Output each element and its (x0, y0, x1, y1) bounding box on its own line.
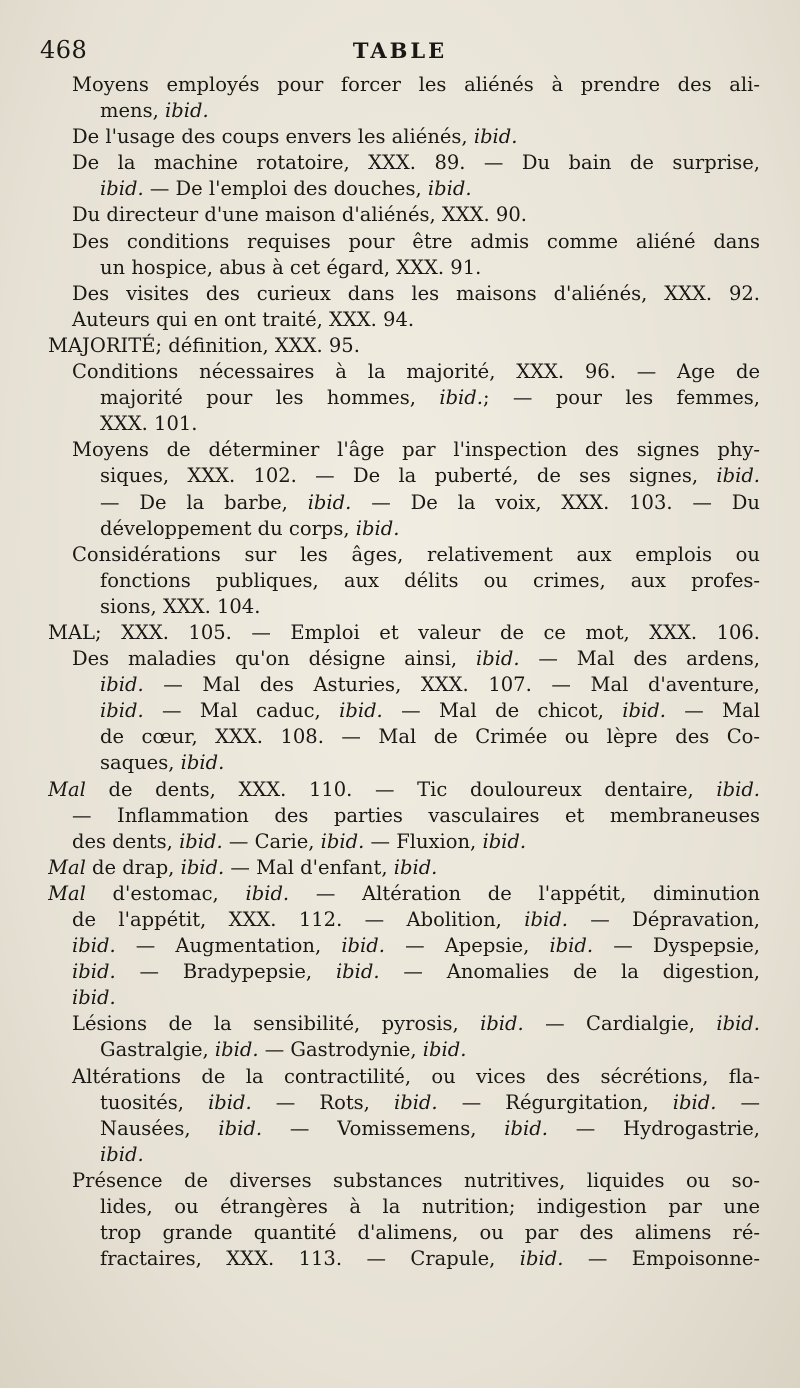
page-header (40, 36, 760, 68)
line-text: saques, (100, 751, 181, 775)
line-text: siques, XXX. 102. — De la puberté, de ses signes, (100, 464, 717, 488)
italic-text: ibid. (504, 1116, 548, 1140)
index-line (48, 1011, 760, 1037)
italic-text: Mal (48, 777, 86, 801)
line-text: — Régurgitation, (437, 1090, 673, 1114)
italic-text: ibid. (393, 855, 438, 879)
index-line (48, 1194, 760, 1220)
line-text: — Cardialgie, (523, 1012, 717, 1036)
index-line (48, 594, 760, 620)
line-text: des dents, (72, 829, 180, 853)
index-line (48, 542, 760, 568)
index-line (48, 646, 760, 672)
line-text: Des visites des curieux dans les maisons d'aliénés, XXX. 92. (72, 281, 760, 305)
index-line (48, 437, 760, 463)
line-text: Considérations sur les âges, relativement aux emplois ou (72, 542, 760, 566)
line-text: Conditions nécessaires à la majorité, XXX. 96. — Age de (72, 360, 760, 384)
line-text: — Inflammation des parties vasculaires et membraneuses (72, 803, 760, 827)
line-text: De la machine rotatoire, XXX. 89. — Du bain de surprise, (72, 151, 760, 175)
italic-text: ibid. (339, 699, 383, 723)
italic-text: Mal (48, 881, 86, 905)
italic-text: ibid. (519, 1247, 564, 1271)
line-text: — Mal de chicot, (382, 699, 623, 723)
line-text: — Mal des ardens, (519, 647, 760, 671)
line-text: d'estomac, (85, 881, 246, 905)
line-text: — Dépravation, (567, 908, 760, 931)
index-line (48, 855, 760, 881)
italic-text: ibid. (672, 1090, 717, 1114)
italic-text: ibid. (422, 1038, 467, 1062)
index-line (48, 255, 760, 281)
index-line (48, 1064, 760, 1090)
italic-text: ibid. (355, 516, 400, 540)
italic-text: ibid. (100, 1142, 144, 1166)
line-text: — Dyspepsie, (593, 934, 760, 958)
line-text: — Vomissemens, (262, 1116, 505, 1140)
italic-text: ibid. (473, 125, 518, 149)
line-text: un hospice, abus à cet égard, XXX. 91. (100, 255, 482, 279)
line-text: de dents, XXX. 110. — Tic douloureux dentaire, (85, 777, 717, 801)
italic-text: ibid. (393, 1090, 438, 1114)
line-text: Lésions de la sensibilité, pyrosis, (72, 1012, 481, 1036)
index-line (48, 672, 760, 698)
line-text: Moyens de déterminer l'âge par l'inspection des signes phy- (72, 438, 760, 462)
line-text: de drap, (85, 855, 181, 879)
italic-text: ibid. (716, 1012, 760, 1036)
index-line (48, 620, 760, 646)
index-line (48, 750, 760, 776)
index-line (48, 281, 760, 307)
italic-text: ibid. (100, 673, 144, 697)
index-line (48, 777, 760, 803)
italic-text: ibid. (622, 699, 666, 723)
index-line (48, 411, 760, 437)
line-text: tuosités, (100, 1090, 209, 1114)
index-line (48, 1246, 760, 1272)
line-text: — Mal des Asturies, XXX. 107. — Mal d'aventure, (143, 673, 760, 697)
index-line (48, 881, 760, 907)
line-text: De l'usage des coups envers les aliénés, (72, 125, 474, 149)
line-text: Nausées, (100, 1116, 219, 1140)
line-text: développement du corps, (100, 516, 356, 540)
line-text: — Empoisonne- (563, 1247, 760, 1271)
line-text: — De l'emploi des douches, (143, 177, 428, 201)
index-line (48, 985, 760, 1011)
index-line (48, 176, 760, 202)
line-text: — Augmentation, (115, 934, 342, 958)
italic-text: ibid. (208, 1090, 252, 1114)
page-number: 468 (40, 36, 88, 64)
italic-text: ibid. (180, 855, 225, 879)
italic-text: ibid. (716, 464, 760, 488)
index-line (48, 724, 760, 750)
line-text: — Bradypepsie, (115, 960, 336, 984)
index-line (48, 1037, 760, 1063)
index-line (48, 959, 760, 985)
running-title: TABLE (352, 38, 448, 63)
line-text: MAL; XXX. 105. — Emploi et valeur de ce mot, XXX. 106. (48, 620, 760, 644)
line-text: — Fluxion, (364, 829, 483, 853)
line-text: fractaires, XXX. 113. — Crapule, (100, 1247, 520, 1271)
line-text: de l'appétit, XXX. 112. — Abolition, (72, 908, 525, 931)
index-text-block (48, 72, 760, 1272)
index-line (48, 98, 760, 124)
line-text: — De la barbe, (100, 490, 308, 514)
index-line (48, 490, 760, 516)
italic-text: ibid. (549, 934, 594, 958)
line-text: XXX. 101. (100, 412, 198, 436)
line-text: — Hydrogastrie, (547, 1116, 760, 1140)
italic-text: ibid. (214, 1038, 259, 1062)
line-text: Du directeur d'une maison d'aliénés, XXX. 90. (72, 203, 527, 227)
index-line (48, 124, 760, 150)
italic-text: ibid. (307, 490, 352, 514)
italic-text: ibid. (716, 777, 760, 801)
italic-text: ibid. (320, 829, 365, 853)
italic-text: ibid. (72, 934, 116, 958)
index-line (48, 829, 760, 855)
line-text: sions, XXX. 104. (100, 594, 261, 618)
italic-text: ibid. (72, 986, 116, 1010)
italic-text: ibid. (165, 99, 209, 123)
italic-text: ibid. (482, 829, 527, 853)
index-line (48, 1116, 760, 1142)
italic-text: ibid. (100, 699, 144, 723)
italic-text: ibid. (439, 386, 483, 410)
index-line (48, 1090, 760, 1116)
index-line (48, 359, 760, 385)
line-text: — Carie, (222, 829, 321, 853)
line-text: fonctions publiques, aux délits ou crimes, aux profes- (100, 568, 760, 592)
line-text: — Mal d'enfant, (224, 855, 394, 879)
italic-text: ibid. (335, 960, 380, 984)
italic-text: ibid. (180, 751, 225, 775)
line-text: — Mal caduc, (143, 699, 340, 723)
line-text: MAJORITÉ; définition, XXX. 95. (48, 333, 360, 357)
line-text: ; — pour les femmes, (482, 386, 760, 410)
index-line (48, 1168, 760, 1194)
line-text: Des conditions requises pour être admis comme aliéné dans (72, 229, 760, 253)
index-line (48, 1220, 760, 1246)
line-text: de cœur, XXX. 108. — Mal de Crimée ou lèpre des Co- (100, 725, 760, 749)
line-text: Des maladies qu'on désigne ainsi, (72, 647, 476, 671)
index-line (48, 229, 760, 255)
italic-text: ibid. (341, 934, 385, 958)
line-text: Gastralgie, (100, 1038, 215, 1062)
italic-text: ibid. (100, 177, 144, 201)
line-text: — Anomalies de la digestion, (379, 960, 760, 984)
line-text: — Mal (665, 699, 760, 723)
line-text: — Altération de l'appétit, diminution (289, 881, 760, 905)
line-text: trop grande quantité d'alimens, ou par des alimens ré- (100, 1221, 760, 1245)
line-text: — Rots, (251, 1090, 394, 1114)
index-line (48, 698, 760, 724)
line-text: — De la voix, XXX. 103. — Du (351, 490, 760, 514)
line-text: Auteurs qui en ont traité, XXX. 94. (72, 307, 415, 331)
index-line (48, 385, 760, 411)
italic-text: ibid. (218, 1116, 263, 1140)
italic-text: ibid. (72, 960, 116, 984)
line-text: lides, ou étrangères à la nutrition; indigestion par une (100, 1195, 760, 1219)
italic-text: ibid. (480, 1012, 524, 1036)
line-text: Moyens employés pour forcer les aliénés à prendre des ali- (72, 73, 760, 96)
line-text: — Gastrodynie, (258, 1038, 423, 1062)
index-line (48, 150, 760, 176)
index-line (48, 568, 760, 594)
italic-text: ibid. (475, 647, 520, 671)
index-line (48, 933, 760, 959)
index-line (48, 463, 760, 489)
italic-text: ibid. (245, 881, 290, 905)
line-text: Présence de diverses substances nutritives, liquides ou so- (72, 1168, 760, 1192)
italic-text: ibid. (427, 177, 472, 201)
index-line (48, 307, 760, 333)
index-line (48, 803, 760, 829)
line-text: mens, (100, 99, 165, 123)
line-text: majorité pour les hommes, (100, 386, 440, 410)
index-line (48, 516, 760, 542)
line-text: — Apepsie, (384, 934, 550, 958)
italic-text: ibid. (524, 908, 568, 931)
italic-text: ibid. (179, 829, 223, 853)
index-line (48, 1142, 760, 1168)
line-text: Altérations de la contractilité, ou vices des sécrétions, fla- (72, 1064, 760, 1088)
line-text: — (716, 1090, 760, 1114)
italic-text: Mal (48, 855, 86, 879)
index-line (48, 907, 760, 933)
index-line (48, 202, 760, 228)
index-line (48, 333, 760, 359)
index-line (48, 72, 760, 98)
